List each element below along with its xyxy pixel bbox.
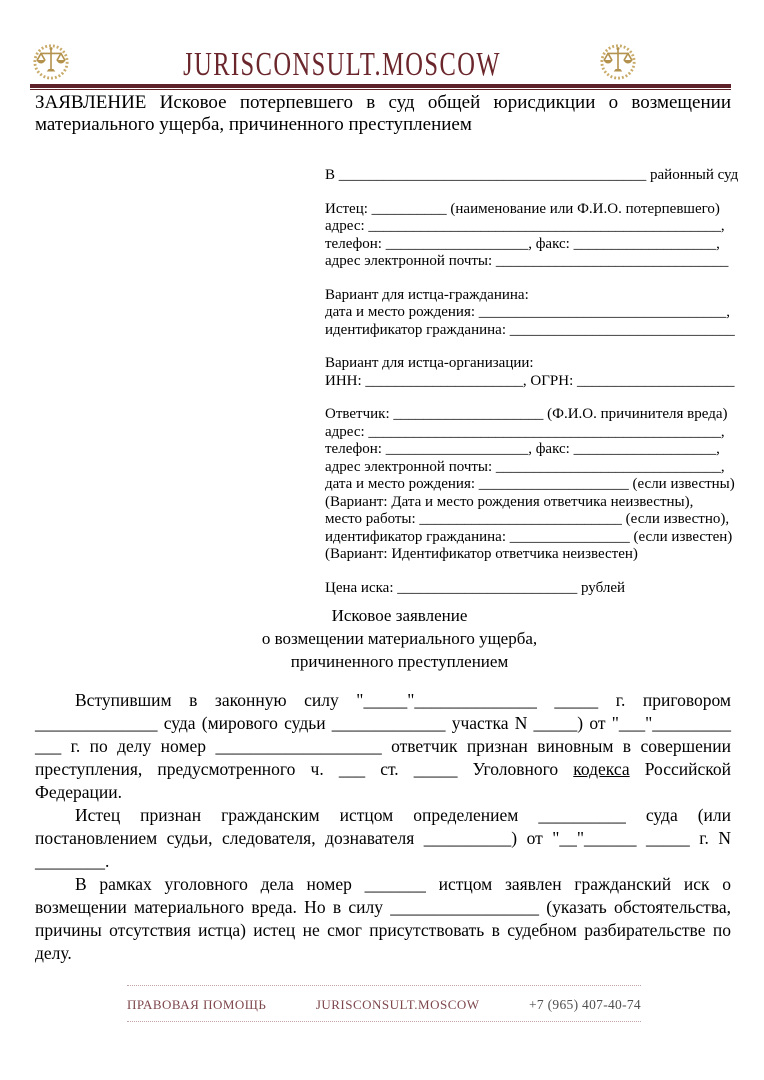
plaintiff-citizen-group <box>325 287 737 340</box>
claim-heading <box>35 604 764 673</box>
footer-site-label: JURISCONSULT.MOSCOW <box>315 997 480 1012</box>
plaintiff-address-line: адрес: _______________________________________________, <box>325 218 725 234</box>
scales-of-justice-icon <box>599 42 637 80</box>
paragraph-verdict <box>35 689 731 804</box>
paragraph-civil-plaintiff: Истец признан гражданским истцом определением __________ суда (или постановлением судьи, следователя, дознавателя __________) от "__"______ _____ г. N ________. <box>35 805 731 871</box>
defendant-phone-fax-line: телефон: ___________________, факс: ___________________, <box>325 441 720 457</box>
paragraph-verdict-text: Вступившим в законную силу "_____"______________ _____ г. приговором ______________ суда (мирового судьи _____________ участка N _____) от "___"_________ ___ г. по делу номер ___________________ ответчик признан виновным в совершении преступления, предусмотренного ч. ___ ст. _____ Уголовного <box>35 690 731 779</box>
claim-price-line: Цена иска: ________________________ рублей <box>325 579 626 596</box>
footer-divider-top <box>127 985 641 986</box>
defendant-name-line: Ответчик: ____________________ (Ф.И.О. причинителя вреда) <box>325 406 728 422</box>
plaintiff-name-line: Истец: __________ (наименование или Ф.И.О. потерпевшего) <box>325 200 720 217</box>
plaintiff-email-line: адрес электронной почты: _______________________________ <box>325 253 729 269</box>
court-group <box>325 167 737 185</box>
citizen-id-line: идентификатор гражданина: ______________________________ <box>325 321 735 338</box>
criminal-code-link[interactable]: кодекса <box>573 759 630 779</box>
plaintiff-phone-fax-line: телефон: ___________________, факс: ___________________, <box>325 235 720 252</box>
requisites-block <box>325 167 737 613</box>
plaintiff-group <box>325 201 737 271</box>
citizen-birth-line: дата и место рождения: _________________________________, <box>325 304 731 320</box>
citizen-variant-label: Вариант для истца-гражданина: <box>325 286 529 303</box>
claim-heading-line2: о возмещении материального ущерба, <box>261 629 538 648</box>
footer-divider-bottom <box>127 1021 641 1022</box>
document-title-line1: ЗАЯВЛЕНИЕ Исковое потерпевшего в суд общей юрисдикции о возмещении <box>35 92 731 113</box>
defendant-group <box>325 406 737 564</box>
defendant-id-line: идентификатор гражданина: ________________ (если известен) <box>325 528 733 545</box>
defendant-id-variant-line: (Вариант: Идентификатор ответчика неизвестен) <box>325 546 638 562</box>
claim-heading-line1: Исковое заявление <box>331 606 468 625</box>
defendant-work-line: место работы: ___________________________ (если известно), <box>325 511 730 527</box>
defendant-address-line: адрес: _______________________________________________, <box>325 423 725 440</box>
defendant-birth-line: дата и место рождения: ____________________ (если известны) <box>325 476 735 492</box>
footer <box>127 997 641 1013</box>
paragraph-verdict-tail: Российской Федерации. <box>35 759 731 802</box>
defendant-birth-variant-line: (Вариант: Дата и место рождения ответчика неизвестны), <box>325 493 694 510</box>
claim-heading-line3: причиненного преступлением <box>290 652 509 671</box>
header-divider <box>30 84 731 90</box>
document-title <box>35 92 731 136</box>
org-inn-ogrn-line: ИНН: _____________________, ОГРН: _____________________ <box>325 372 735 389</box>
plaintiff-org-group <box>325 355 737 390</box>
scales-of-justice-icon <box>32 42 70 80</box>
document-title-line2: материального ущерба, причиненного преступлением <box>35 114 472 135</box>
brand-title: JURISCONSULT.MOSCOW <box>183 46 501 83</box>
claim-body <box>35 689 731 965</box>
footer-tagline: ПРАВОВАЯ ПОМОЩЬ <box>127 997 267 1012</box>
paragraph-civil-claim: В рамках уголовного дела номер _______ истцом заявлен гражданский иск о возмещении материального вреда. Но в силу _________________ (указать обстоятельства, причины отсутствия истца) истец не смог присутствовать в судебном разбирательстве по делу. <box>35 874 731 963</box>
org-variant-label: Вариант для истца-организации: <box>325 355 534 371</box>
claim-price-group <box>325 580 737 598</box>
court-line: В _________________________________________ районный суд <box>325 167 739 183</box>
footer-phone: +7 (965) 407-40-74 <box>528 997 641 1012</box>
defendant-email-line: адрес электронной почты: ______________________________, <box>325 458 725 475</box>
